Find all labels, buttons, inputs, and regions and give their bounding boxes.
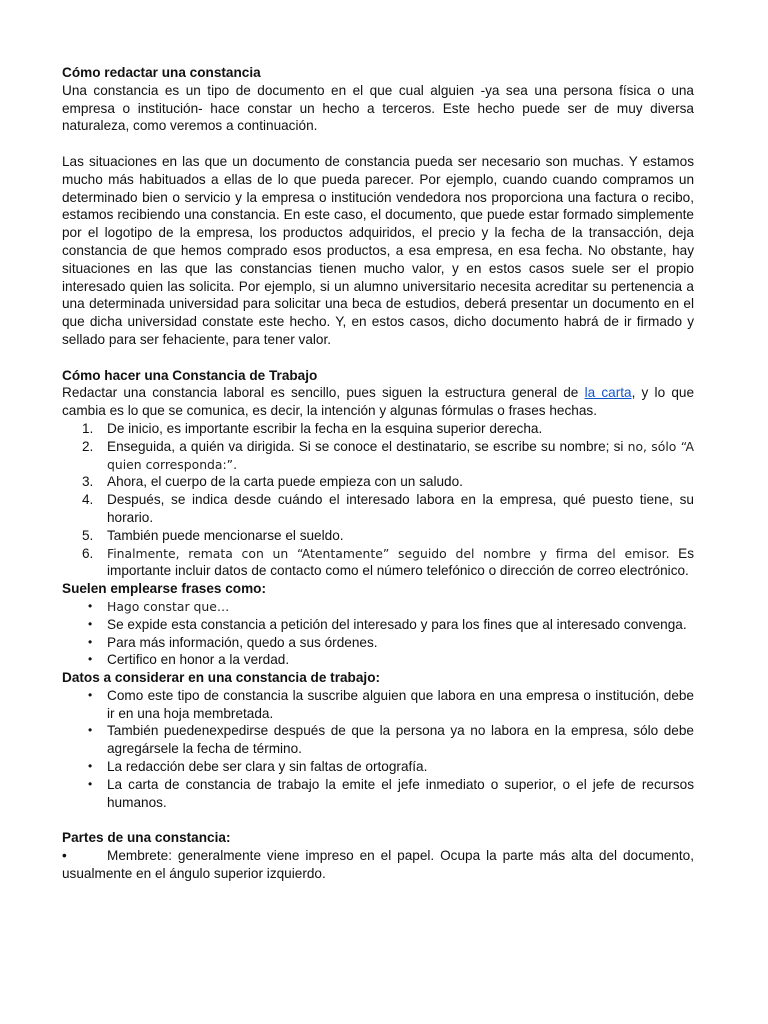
heading-constancia-trabajo: Cómo hacer una Constancia de Trabajo — [62, 367, 318, 383]
intro-text-after: , y lo que cambia es lo que se comunica, es decir, la intención y algunas fórmulas o frases hechas. — [62, 385, 695, 419]
spacer — [62, 135, 694, 153]
paragraph-intro-laboral — [62, 384, 694, 420]
list-item — [62, 420, 694, 438]
bullet: • — [88, 598, 93, 613]
list-item-text: También puedenexpedirse después de que la persona ya no labora en la empresa, sólo debe agregársele la fecha de término. — [107, 723, 694, 757]
list-number: 1. — [82, 420, 94, 436]
list-item-text: También puede mencionarse el sueldo. — [107, 527, 344, 543]
heading-frases: Suelen emplearse frases como: — [62, 581, 266, 597]
bullet: • — [88, 616, 93, 631]
considerations-list — [62, 687, 694, 812]
list-number: 4. — [82, 492, 94, 508]
list-item — [62, 545, 694, 581]
list-item — [62, 527, 694, 545]
bullet: • — [88, 634, 93, 649]
list-item-alt-text: no, sólo “A quien corresponda:”. — [107, 438, 694, 472]
list-item-text: Después, se indica desde cuándo el interesado labora en la empresa, qué puesto tiene, su horario. — [107, 492, 694, 525]
list-item-text: Enseguida, a quién va dirigida. Si se conoce el destinatario, se escribe su nombre; si — [107, 438, 628, 454]
bullet: • — [88, 759, 93, 774]
partes-section — [62, 829, 694, 882]
document-page — [62, 64, 694, 883]
list-number: 2. — [82, 438, 94, 454]
paragraph-definicion: Una constancia es un tipo de documento en el que cual alguien -ya sea una persona física o una empresa o institución- hace constar un hecho a terceros. Este hecho puede ser de muy diversa naturaleza, como veremos a continuación. — [62, 82, 694, 134]
steps-list — [62, 420, 694, 580]
list-item-text: Certifico en honor a la verdad. — [107, 652, 290, 668]
list-item-text: La carta de constancia de trabajo la emite el jefe inmediato o superior, o el jefe de recursos humanos. — [107, 776, 694, 810]
list-item — [62, 598, 694, 616]
spacer — [62, 349, 694, 367]
list-item — [62, 634, 694, 652]
heading-como-redactar: Cómo redactar una constancia — [62, 65, 261, 80]
list-item — [62, 438, 694, 474]
list-item — [62, 473, 694, 491]
list-number: 5. — [82, 527, 94, 543]
membrete-text: Membrete: generalmente viene impreso en el papel. Ocupa la parte más alta del documento, usualmente en el ángulo superior izquierdo. — [62, 848, 694, 881]
list-item — [62, 687, 694, 723]
list-item-text: Es importante incluir datos de contacto como el número telefónico o dirección de correo electrónico. — [107, 545, 695, 579]
phrases-list — [62, 598, 694, 669]
spacer — [62, 811, 694, 829]
intro-text-before: Redactar una constancia laboral es sencillo, pues siguen la estructura general de — [62, 385, 585, 401]
paragraph-membrete — [62, 847, 694, 883]
list-item-text: Ahora, el cuerpo de la carta puede empieza con un saludo. — [107, 474, 463, 490]
paragraph-situaciones: Las situaciones en las que un documento de constancia pueda ser necesario son muchas. Y estamos mucho más habituados a ellas de lo que pueda parecer. Por ejemplo, cuando cuando compramos un determinado bien o servicio y la empresa o institución vendedora nos proporciona una factura o recibo, estamos recibiendo una constancia. En este caso, el documento, que puede estar formado simplemente por el logotipo de la empresa, los productos adquiridos, el precio y la fecha de la transacción, deja constancia de que hemos comprado esos productos, a esa empresa, en esa fecha. No obstante, hay situaciones en las que las constancias tienen mucho valor, y en estos casos suele ser el propio interesado quien las solicita. Por ejemplo, si un alumno universitario necesita acreditar su pertenencia a una determinada universidad para solicitar una beca de estudios, deberá presentar un documento en el que dicha universidad constate este hecho. Y, en estos casos, dicho documento habrá de ir firmado y sellado para ser fehaciente, para tener valor. — [62, 153, 694, 347]
list-item — [62, 722, 694, 758]
heading-partes: Partes de una constancia: — [62, 830, 231, 846]
list-item — [62, 776, 694, 812]
bullet: • — [62, 848, 67, 864]
list-item — [62, 651, 694, 669]
bullet: • — [88, 652, 93, 667]
list-item — [62, 491, 694, 527]
list-item-text: De inicio, es importante escribir la fecha en la esquina superior derecha. — [107, 420, 543, 436]
list-number: 3. — [82, 474, 94, 490]
bullet: • — [88, 776, 93, 791]
heading-datos-considerar: Datos a considerar en una constancia de trabajo: — [62, 670, 381, 686]
list-item-alt-text: Hago constar que… — [107, 598, 230, 614]
list-item-text: La redacción debe ser clara y sin faltas de ortografía. — [107, 759, 428, 775]
list-item-alt-text: Finalmente, remata con un “Atentamente” seguido del nombre y firma del emisor. — [107, 545, 670, 561]
link-la-carta[interactable]: la carta — [584, 385, 632, 401]
list-item-text: Para más información, quedo a sus órdenes. — [107, 634, 378, 650]
list-item — [62, 758, 694, 776]
list-item-text: Se expide esta constancia a petición del interesado y para los fines que al interesado convenga. — [107, 616, 687, 632]
list-item-text: Como este tipo de constancia la suscribe alguien que labora en una empresa o institución, debe ir en una hoja membretada. — [107, 687, 694, 721]
list-item — [62, 616, 694, 634]
list-number: 6. — [82, 545, 94, 561]
bullet: • — [88, 687, 93, 702]
bullet: • — [88, 723, 93, 738]
